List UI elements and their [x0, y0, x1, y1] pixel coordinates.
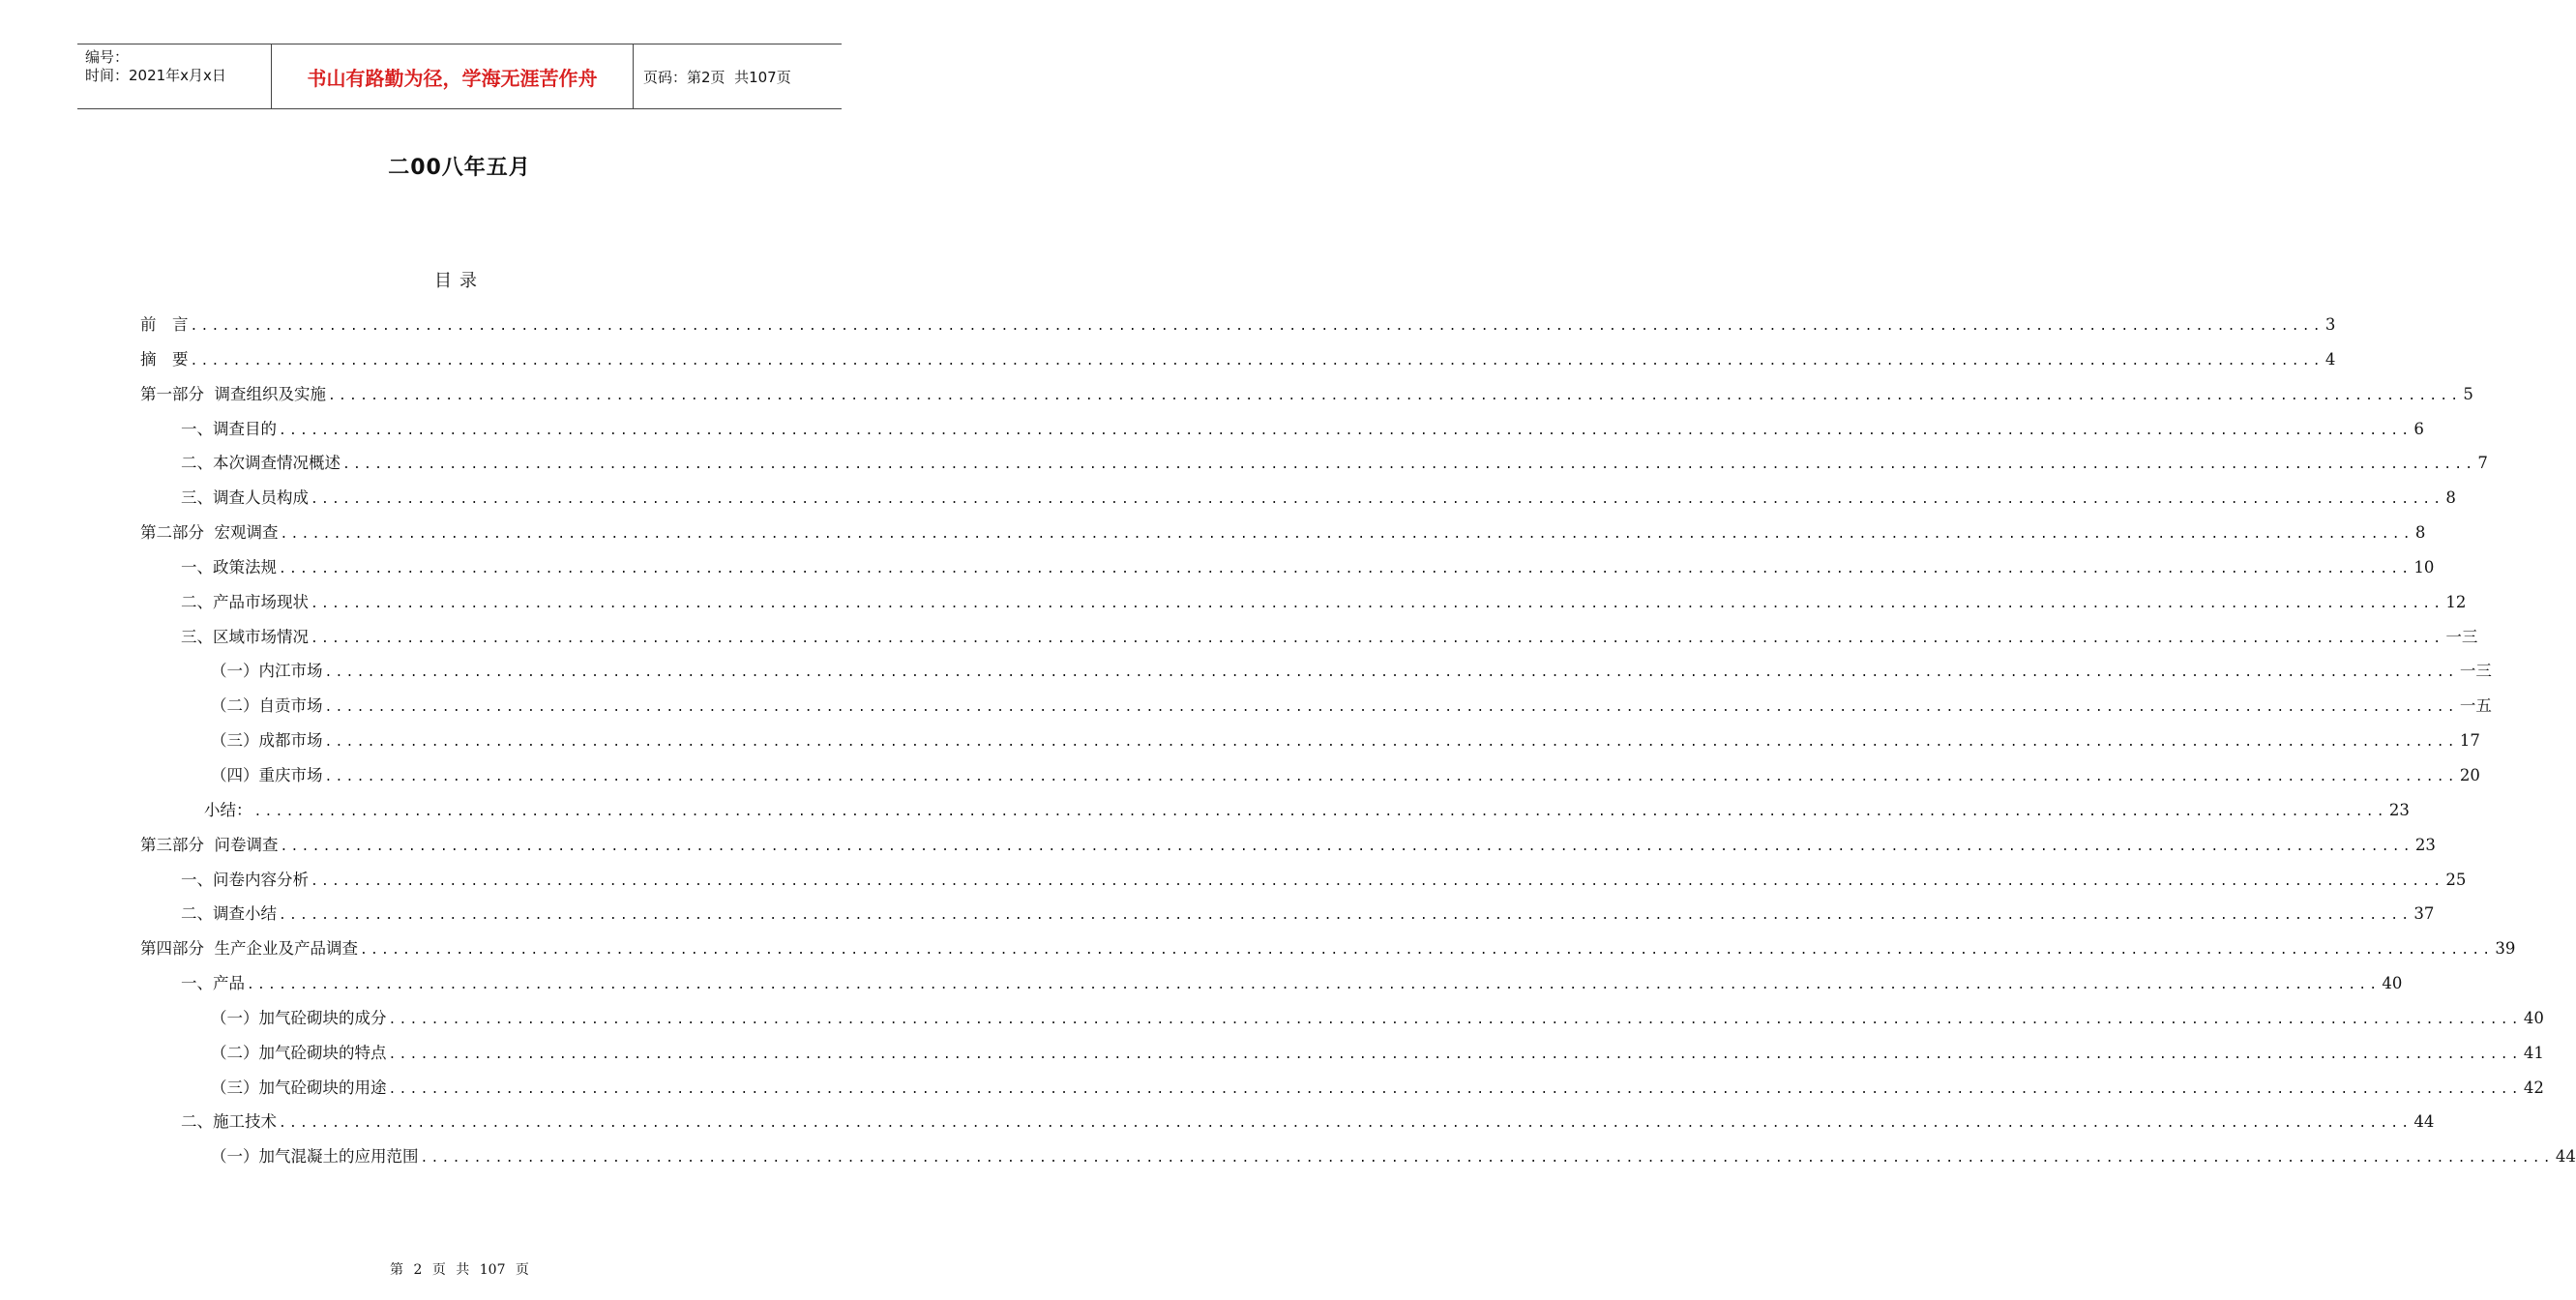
toc-title: 目录 — [434, 271, 485, 291]
toc-dot-leader: ........................................................................................................................................................................................................ — [324, 700, 2458, 716]
toc-entry[interactable] — [140, 758, 2480, 793]
toc-dot-leader: ........................................................................................................................................................................................................ — [324, 769, 2458, 784]
toc-entry-page: 39 — [2495, 939, 2516, 959]
toc-entry[interactable] — [140, 412, 2424, 447]
toc-entry-label: 二、本次调查情况概述 — [181, 454, 341, 473]
toc-entry[interactable] — [140, 446, 2488, 481]
header-motto: 书山有路勤为径，学海无涯苦作舟 — [272, 44, 634, 108]
toc-entry-page: 7 — [2477, 454, 2488, 473]
toc-entry-page: 5 — [2463, 384, 2473, 403]
toc-entry-label: 二、施工技术 — [181, 1112, 277, 1132]
header-number-label: 编号： — [85, 48, 130, 66]
toc-entry[interactable] — [140, 724, 2480, 758]
toc-dot-leader: ........................................................................................................................................................................................................ — [279, 908, 2413, 924]
toc-entry-label: 一、问卷内容分析 — [181, 870, 309, 889]
toc-dot-leader: ........................................................................................................................................................................................................ — [280, 527, 2413, 543]
toc-dot-leader: ........................................................................................................................................................................................................ — [190, 353, 2324, 369]
toc-entry[interactable] — [140, 793, 2410, 828]
toc-entry-page: 8 — [2414, 523, 2426, 543]
toc-dot-leader: ........................................................................................................................................................................................................ — [279, 561, 2413, 576]
table-of-contents — [140, 308, 2576, 1174]
toc-entry-label: （二）加气砼砌块的特点 — [211, 1043, 387, 1062]
toc-entry-page: 8 — [2445, 488, 2456, 508]
toc-dot-leader: ........................................................................................................................................................................................................ — [247, 978, 2381, 993]
toc-dot-leader: ........................................................................................................................................................................................................ — [328, 388, 2462, 403]
toc-dot-leader: ........................................................................................................................................................................................................ — [342, 458, 2476, 473]
date-title: 二00八年五月 — [388, 156, 531, 180]
toc-entry-page: 42 — [2523, 1078, 2544, 1097]
toc-dot-leader: ........................................................................................................................................................................................................ — [420, 1151, 2554, 1167]
toc-dot-leader: ........................................................................................................................................................................................................ — [311, 873, 2444, 889]
toc-entry[interactable] — [140, 308, 2336, 342]
toc-dot-leader: ........................................................................................................................................................................................................ — [388, 1012, 2522, 1027]
toc-entry[interactable] — [140, 966, 2403, 1001]
toc-dot-leader: ........................................................................................................................................................................................................ — [324, 735, 2458, 751]
toc-entry[interactable] — [140, 481, 2456, 516]
toc-entry-label: 一、产品 — [181, 974, 245, 993]
toc-entry-label: 一、政策法规 — [181, 557, 277, 576]
toc-dot-leader: ........................................................................................................................................................................................................ — [279, 1116, 2413, 1132]
toc-dot-leader: ........................................................................................................................................................................................................ — [324, 665, 2458, 681]
toc-entry[interactable] — [140, 828, 2436, 863]
toc-entry[interactable] — [140, 1036, 2544, 1071]
header-page-info-cell — [634, 44, 842, 108]
toc-entry[interactable] — [140, 689, 2492, 724]
toc-entry-label: 第一部分 调查组织及实施 — [140, 384, 326, 403]
toc-dot-leader: ........................................................................................................................................................................................................ — [280, 839, 2413, 854]
toc-dot-leader: ........................................................................................................................................................................................................ — [311, 596, 2444, 611]
toc-entry-page: 44 — [2555, 1147, 2576, 1167]
toc-entry[interactable] — [140, 550, 2435, 585]
toc-entry-page: 17 — [2459, 731, 2480, 751]
toc-entry-page: 4 — [2324, 349, 2336, 369]
toc-entry-label: 二、产品市场现状 — [181, 592, 309, 611]
toc-entry[interactable] — [140, 377, 2473, 412]
toc-entry-label: （三）加气砼砌块的用途 — [211, 1078, 387, 1097]
toc-dot-leader: ........................................................................................................................................................................................................ — [190, 319, 2324, 334]
toc-entry-page: 一五 — [2459, 696, 2492, 716]
toc-entry-label: 第三部分 问卷调查 — [140, 835, 279, 854]
toc-entry-label: （二）自贡市场 — [211, 696, 323, 716]
toc-entry[interactable] — [140, 585, 2467, 620]
page-header — [77, 44, 842, 109]
toc-entry-page: 一三 — [2445, 627, 2478, 646]
toc-entry-label: 前 言 — [140, 315, 189, 334]
toc-dot-leader: ........................................................................................................................................................................................................ — [388, 1047, 2522, 1062]
toc-entry-label: （三）成都市场 — [211, 731, 323, 751]
toc-entry-page: 一三 — [2459, 662, 2492, 681]
toc-entry-label: （一）加气砼砌块的成分 — [211, 1008, 387, 1027]
toc-dot-leader: ........................................................................................................................................................................................................ — [311, 631, 2444, 646]
toc-dot-leader: ........................................................................................................................................................................................................ — [253, 804, 2387, 819]
toc-entry-label: 三、调查人员构成 — [181, 488, 309, 508]
toc-entry-page: 41 — [2523, 1043, 2544, 1062]
toc-entry[interactable] — [140, 1105, 2435, 1139]
toc-entry-page: 44 — [2413, 1112, 2435, 1132]
toc-entry-page: 10 — [2413, 557, 2435, 576]
toc-entry-page: 40 — [2523, 1008, 2544, 1027]
toc-entry-label: 摘 要 — [140, 349, 189, 369]
toc-entry[interactable] — [140, 1071, 2544, 1106]
toc-entry[interactable] — [140, 342, 2336, 377]
toc-entry-label: （四）重庆市场 — [211, 765, 323, 784]
toc-entry-label: 三、区域市场情况 — [181, 627, 309, 646]
toc-dot-leader: ........................................................................................................................................................................................................ — [279, 423, 2413, 438]
toc-entry-page: 6 — [2413, 419, 2424, 438]
toc-entry-page: 37 — [2413, 904, 2435, 924]
toc-dot-leader: ........................................................................................................................................................................................................ — [360, 943, 2494, 959]
toc-entry[interactable] — [140, 931, 2516, 966]
toc-entry-page: 3 — [2324, 315, 2336, 334]
toc-entry-label: 第四部分 生产企业及产品调查 — [140, 939, 358, 959]
toc-entry-page: 20 — [2459, 765, 2480, 784]
toc-entry[interactable] — [140, 897, 2435, 931]
toc-entry-page: 12 — [2445, 592, 2467, 611]
toc-entry-label: 第二部分 宏观调查 — [140, 523, 279, 543]
toc-entry-page: 25 — [2445, 870, 2467, 889]
toc-entry-page: 23 — [2388, 800, 2410, 819]
toc-entry-page: 23 — [2414, 835, 2436, 854]
toc-entry[interactable] — [140, 1139, 2576, 1174]
toc-entry-page: 40 — [2382, 974, 2403, 993]
toc-entry[interactable] — [140, 1001, 2544, 1036]
toc-entry-label: 一、调查目的 — [181, 419, 277, 438]
page-footer: 第 2 页 共 107 页 — [390, 1262, 529, 1278]
toc-entry[interactable] — [140, 863, 2467, 898]
toc-entry-label: 小结： — [204, 800, 252, 819]
toc-entry-label: （一）内江市场 — [211, 662, 323, 681]
toc-entry-label: （一）加气混凝土的应用范围 — [211, 1147, 419, 1167]
toc-entry[interactable] — [140, 620, 2478, 655]
header-page-info: 页码：第2页 共107页 — [643, 68, 791, 86]
header-time-label: 时间：2021年x月x日 — [85, 67, 226, 84]
header-meta — [77, 44, 272, 108]
toc-entry[interactable] — [140, 516, 2426, 550]
toc-entry-label: 二、调查小结 — [181, 904, 277, 924]
toc-dot-leader: ........................................................................................................................................................................................................ — [311, 492, 2444, 508]
toc-dot-leader: ........................................................................................................................................................................................................ — [388, 1081, 2522, 1097]
toc-entry[interactable] — [140, 654, 2492, 689]
